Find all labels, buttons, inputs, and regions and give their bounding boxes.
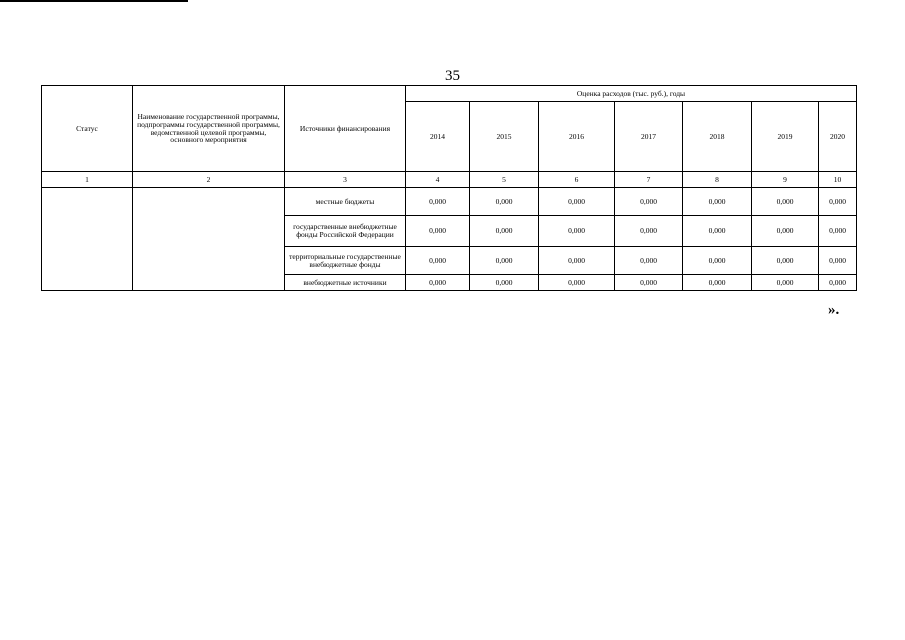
value-cell: 0,000: [819, 275, 857, 291]
value-cell: 0,000: [683, 275, 752, 291]
column-number: 8: [683, 172, 752, 188]
column-number: 1: [42, 172, 133, 188]
funding-source-cell: территориальные государственные внебюджетные фонды: [285, 247, 406, 275]
page-number: 35: [445, 68, 460, 84]
header-row-top: [42, 86, 857, 102]
column-number: 2: [133, 172, 285, 188]
header-year: 2016: [539, 102, 615, 172]
value-cell: 0,000: [615, 216, 683, 247]
value-cell: 0,000: [752, 275, 819, 291]
header-year: 2020: [819, 102, 857, 172]
column-number: 9: [752, 172, 819, 188]
header-year: 2018: [683, 102, 752, 172]
value-cell: 0,000: [539, 188, 615, 216]
value-cell: 0,000: [819, 188, 857, 216]
value-cell: 0,000: [406, 188, 470, 216]
budget-table: [41, 85, 857, 291]
table-row: [42, 188, 857, 216]
header-year: 2017: [615, 102, 683, 172]
closing-quote-mark: ».: [828, 302, 840, 318]
value-cell: 0,000: [615, 275, 683, 291]
column-number: 4: [406, 172, 470, 188]
funding-source-cell: местные бюджеты: [285, 188, 406, 216]
value-cell: 0,000: [470, 216, 539, 247]
header-year: 2019: [752, 102, 819, 172]
value-cell: 0,000: [470, 188, 539, 216]
value-cell: 0,000: [539, 216, 615, 247]
value-cell: 0,000: [470, 275, 539, 291]
column-number-row: [42, 172, 857, 188]
column-number: 6: [539, 172, 615, 188]
header-status: Статус: [42, 86, 133, 172]
value-cell: 0,000: [683, 216, 752, 247]
value-cell: 0,000: [615, 188, 683, 216]
value-cell: 0,000: [406, 216, 470, 247]
header-program-name: Наименование государственной программы, подпрограммы государственной программы, ведомственной целевой программы, основного мероприятия: [133, 86, 285, 172]
column-number: 10: [819, 172, 857, 188]
value-cell: 0,000: [819, 216, 857, 247]
value-cell: 0,000: [539, 275, 615, 291]
value-cell: 0,000: [615, 247, 683, 275]
program-name-cell: [133, 188, 285, 291]
value-cell: 0,000: [752, 216, 819, 247]
status-cell: [42, 188, 133, 291]
scan-edge-line: [0, 0, 188, 2]
header-year: 2014: [406, 102, 470, 172]
value-cell: 0,000: [752, 188, 819, 216]
value-cell: 0,000: [683, 188, 752, 216]
value-cell: 0,000: [819, 247, 857, 275]
header-year: 2015: [470, 102, 539, 172]
header-expense-estimate: Оценка расходов (тыс. руб.), годы: [406, 86, 857, 102]
column-number: 5: [470, 172, 539, 188]
column-number: 3: [285, 172, 406, 188]
value-cell: 0,000: [752, 247, 819, 275]
value-cell: 0,000: [683, 247, 752, 275]
funding-source-cell: внебюджетные источники: [285, 275, 406, 291]
value-cell: 0,000: [406, 275, 470, 291]
value-cell: 0,000: [406, 247, 470, 275]
header-funding-source: Источники финансирования: [285, 86, 406, 172]
value-cell: 0,000: [470, 247, 539, 275]
column-number: 7: [615, 172, 683, 188]
funding-source-cell: государственные внебюджетные фонды Российской Федерации: [285, 216, 406, 247]
value-cell: 0,000: [539, 247, 615, 275]
